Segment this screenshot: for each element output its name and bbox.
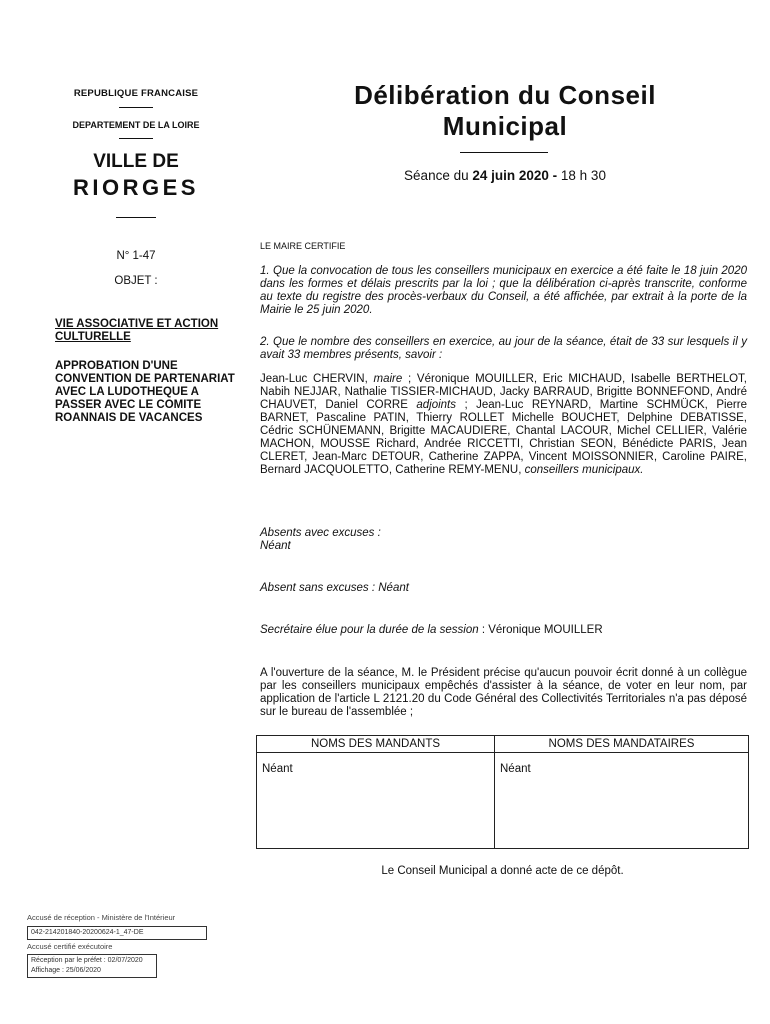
secretaire-label: Secrétaire élue pour la durée de la session	[260, 624, 479, 636]
absents-sans-excuses: Absent sans excuses : Néant	[260, 582, 409, 594]
col-mandants: NOMS DES MANDANTS	[257, 736, 495, 753]
stamp-id: 042-214201840-20200624-1_47-DE	[27, 926, 207, 940]
town-line-1: VILLE DE	[93, 151, 179, 172]
left-header	[40, 88, 232, 287]
paragraph-2: 2. Que le nombre des conseillers en exercice, au jour de la séance, était de 33 sur lesquels il y avait 33 membres présents, savoir :	[260, 336, 747, 361]
absents-excuses-value: Néant	[260, 540, 291, 552]
absents-excuses-label: Absents avec excuses :	[260, 527, 381, 539]
deliberation-number: N° 1-47	[116, 250, 156, 262]
objet-title: VIE ASSOCIATIVE ET ACTION CULTURELLE	[55, 318, 219, 343]
paragraph-1: 1. Que la convocation de tous les conseillers municipaux en exercice a été faite le 18 juin 2020 dans les formes et délais prescrits par la loi ; que la délibération ci-après transcrite, conforme au texte du registre des procès-verbaux du Conseil, a été affichée, par extrait à la porte de la Mairie le 25 juin 2020.	[260, 265, 747, 316]
stamp-dates	[27, 954, 157, 978]
members-text: ; Véronique MOUILLER, Eric MICHAUD, Isabelle BERTHELOT, Nabih NEJJAR, Nathalie TISSIER-MICHAUD, Jacky BARRAUD, Brigitte BONNEFOND, André CHAUVET, Daniel CORRE	[260, 373, 747, 411]
members-text: ; Jean-Luc REYNARD, Martine SCHMÜCK, Pierre BARNET, Pascaline PATIN, Thierry ROLLET Michelle BOUCHET, Delphine DEBATISSE, Cédric SCHÜNEMANN, Brigitte MACAUDIERE, Chantal LACOUR, Michel CELLIER, Valérie MACHON, MOUSSE Richard, Andrée RICCETTI, Christian SEON, Bénédicte PARIS, Jean CLERET, Jean-Marc DETOUR, Catherine ZAPPA, Vincent MOISSONNIER, Caroline PAIRE, Bernard JACQUOLETTO, Catherine REMY-MENU,	[260, 399, 747, 476]
department-label: DEPARTEMENT DE LA LOIRE	[72, 120, 200, 130]
mandates-table	[256, 735, 749, 849]
stamp-title: Accusé de réception - Ministère de l'Intérieur	[27, 913, 176, 922]
objet-description: APPROBATION D'UNE CONVENTION DE PARTENARIAT AVEC LA LUDOTHEQUE A PASSER AVEC LE COMITE ROANNAIS DE VACANCES	[55, 360, 235, 424]
table-row	[257, 753, 749, 849]
divider	[116, 217, 156, 218]
secretaire-value: : Véronique MOUILLER	[478, 624, 603, 636]
seance-line	[300, 168, 710, 183]
seance-date: 24 juin 2020 -	[472, 168, 558, 183]
stamp-reception: Réception par le préfet : 02/07/2020	[31, 957, 143, 964]
certifie-label: LE MAIRE CERTIFIE	[260, 241, 346, 251]
republic-label: REPUBLIQUE FRANCAISE	[73, 88, 199, 99]
table-header-row	[257, 736, 749, 753]
role-maire: maire	[373, 373, 403, 385]
ouverture-paragraph: A l'ouverture de la séance, M. le Président précise qu'aucun pouvoir écrit donné à un collègue par les conseillers municipaux empêchés d'assister à la séance, de voter en leur nom, par application de l'article L 2121.20 du Code Général des Collectivités Territoriales n'a pas déposé sur le bureau de l'assemblée ;	[260, 667, 747, 718]
mandants-value: Néant	[257, 753, 495, 849]
members-list	[260, 373, 747, 477]
col-mandataires: NOMS DES MANDATAIRES	[495, 736, 749, 753]
secretaire-line	[260, 624, 747, 637]
stamp-certified: Accusé certifié exécutoire	[27, 942, 113, 951]
role-adjoints: adjoints	[416, 399, 456, 411]
title-divider	[460, 152, 548, 153]
stamp-affichage: Affichage : 25/06/2020	[31, 967, 101, 974]
seance-prefix: Séance du	[404, 168, 473, 183]
town-line-2: RIORGES	[73, 175, 199, 200]
absents-excuses	[260, 527, 747, 553]
page-title	[300, 80, 710, 142]
mandataires-value: Néant	[495, 753, 749, 849]
members-text: Jean-Luc CHERVIN,	[260, 373, 374, 385]
title-line-2: Municipal	[442, 111, 568, 141]
divider	[119, 138, 153, 139]
role-conseillers: conseillers municipaux.	[524, 464, 644, 476]
seance-time: 18 h 30	[557, 168, 606, 183]
divider	[119, 107, 153, 108]
title-line-1: Délibération du Conseil	[354, 80, 656, 110]
objet-label: OBJET :	[114, 275, 158, 287]
conclusion: Le Conseil Municipal a donné acte de ce dépôt.	[381, 865, 624, 877]
